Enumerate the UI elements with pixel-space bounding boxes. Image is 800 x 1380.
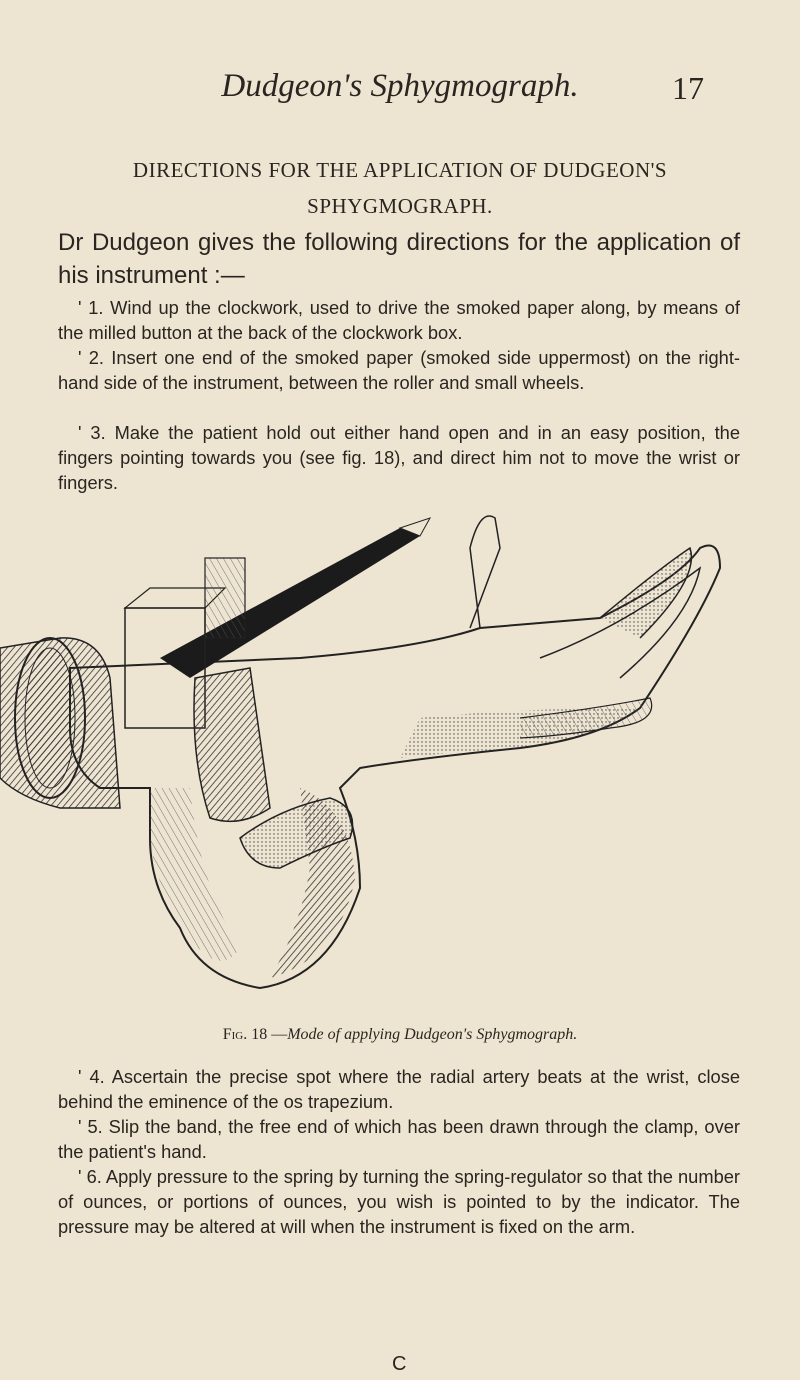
direction-1-text: ' 1. Wind up the clockwork, used to drive the smoked paper along, by means of the milled button at the back of the clockwork box. xyxy=(58,297,740,343)
section-title-line-1: DIRECTIONS FOR THE APPLICATION OF DUDGEON'S xyxy=(132,158,668,182)
page-number: 17 xyxy=(672,70,704,106)
direction-4-text: ' 4. Ascertain the precise spot where the radial artery beats at the wrist, close behind the eminence of the os trapezium. xyxy=(58,1066,740,1112)
direction-6 xyxy=(58,1164,740,1239)
figure-caption-separator: — xyxy=(267,1026,288,1043)
direction-3 xyxy=(58,420,740,495)
direction-2-text: ' 2. Insert one end of the smoked paper (smoked side uppermost) on the right-hand side of the instrument, between the roller and small wheels. xyxy=(58,347,740,393)
running-title: Dudgeon's Sphygmograph. xyxy=(221,68,579,104)
direction-4 xyxy=(58,1064,740,1114)
direction-6-text: ' 6. Apply pressure to the spring by turning the spring-regulator so that the number of ounces, or portions of ounces, you wish is pointed to by the indicator. The pressure may be altered at will when the instrument is fixed on the arm. xyxy=(58,1166,740,1237)
figure-caption-label: Fig. 18 xyxy=(222,1026,268,1043)
hand-sphygmograph-engraving xyxy=(0,508,800,1018)
signature-mark: C xyxy=(392,1353,407,1375)
direction-5 xyxy=(58,1114,740,1164)
direction-3-text: ' 3. Make the patient hold out either hand open and in an easy position, the fingers pointing towards you (see fig. 18), and direct him not to move the wrist or fingers. xyxy=(58,422,740,493)
direction-2 xyxy=(58,345,740,395)
figure-caption xyxy=(0,1026,800,1044)
figure-illustration xyxy=(0,508,800,1018)
section-title xyxy=(60,152,740,224)
direction-5-text: ' 5. Slip the band, the free end of which has been drawn through the clamp, over the patient's hand. xyxy=(58,1116,740,1162)
direction-1 xyxy=(58,295,740,345)
figure-caption-title: Mode of applying Dudgeon's Sphygmograph. xyxy=(287,1026,578,1043)
section-title-line-2: SPHYGMOGRAPH. xyxy=(307,194,493,218)
intro-paragraph: Dr Dudgeon gives the following directions for the application of his instrument :— xyxy=(58,229,740,289)
